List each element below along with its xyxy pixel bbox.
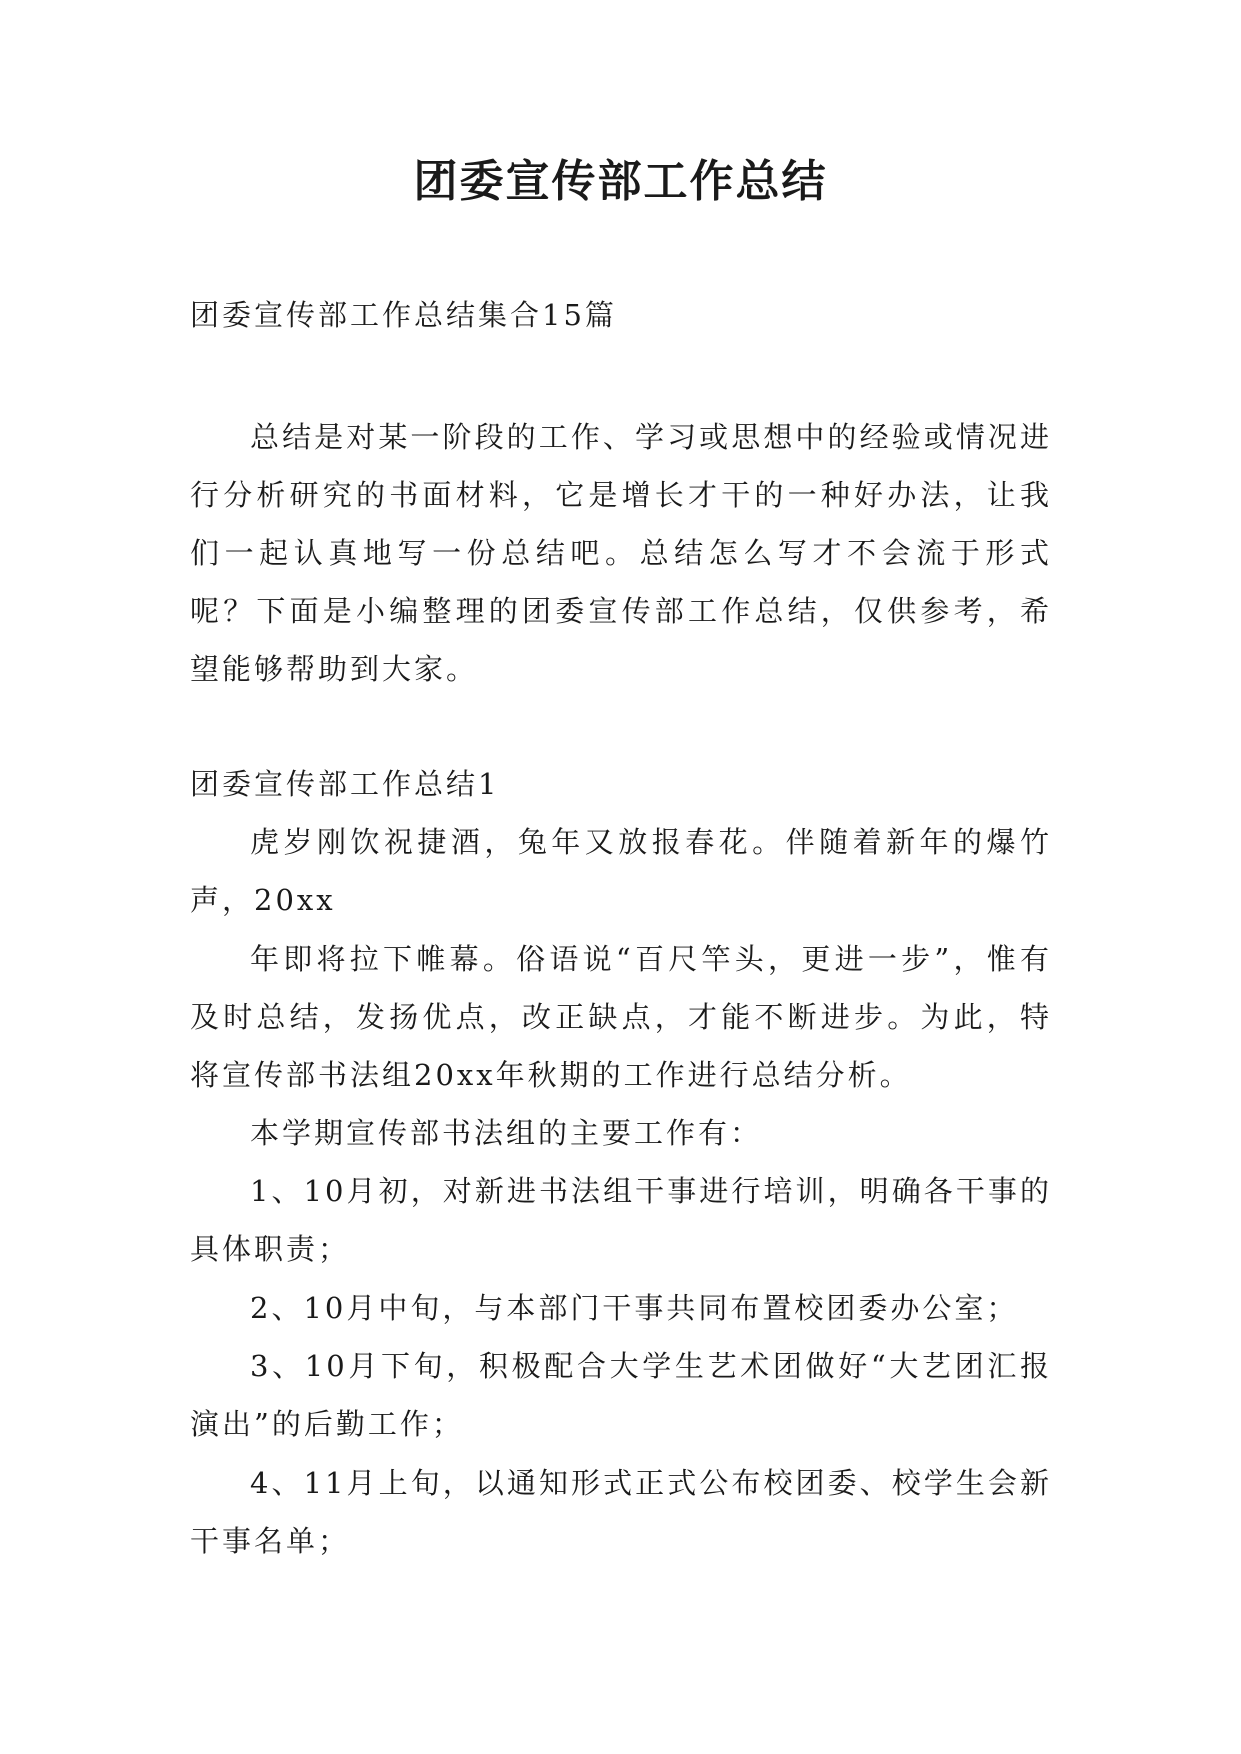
intro-paragraph: 总结是对某一阶段的工作、学习或思想中的经验或情况进行分析研究的书面材料，它是增长才干的一种好办法，让我们一起认真地写一份总结吧。总结怎么写才不会流于形式呢？下面是小编整理的团委宣传部工作总结，仅供参考，希望能够帮助到大家。 xyxy=(190,420,1052,686)
section-heading: 团委宣传部工作总结1 xyxy=(190,767,500,801)
body-paragraph: 年即将拉下帷幕。俗语说“百尺竿头，更进一步”，惟有及时总结，发扬优点，改正缺点，才能不断进步。为此，特将宣传部书法组20xx年秋期的工作进行总结分析。 xyxy=(190,942,1052,1092)
list-item: 4、11月上旬，以通知形式正式公布校团委、校学生会新干事名单； xyxy=(190,1466,1052,1558)
document-title: 团委宣传部工作总结 xyxy=(413,156,828,207)
document-subtitle: 团委宣传部工作总结集合15篇 xyxy=(190,298,617,332)
body-paragraph: 虎岁刚饮祝捷酒，兔年又放报春花。伴随着新年的爆竹声，20xx xyxy=(190,825,1052,917)
list-item: 1、10月初，对新进书法组干事进行培训，明确各干事的具体职责； xyxy=(190,1174,1052,1266)
list-item: 3、10月下旬，积极配合大学生艺术团做好“大艺团汇报演出”的后勤工作； xyxy=(190,1349,1052,1441)
list-item: 2、10月中旬，与本部门干事共同布置校团委办公室； xyxy=(250,1291,1019,1325)
body-paragraph: 本学期宣传部书法组的主要工作有： xyxy=(250,1116,763,1150)
